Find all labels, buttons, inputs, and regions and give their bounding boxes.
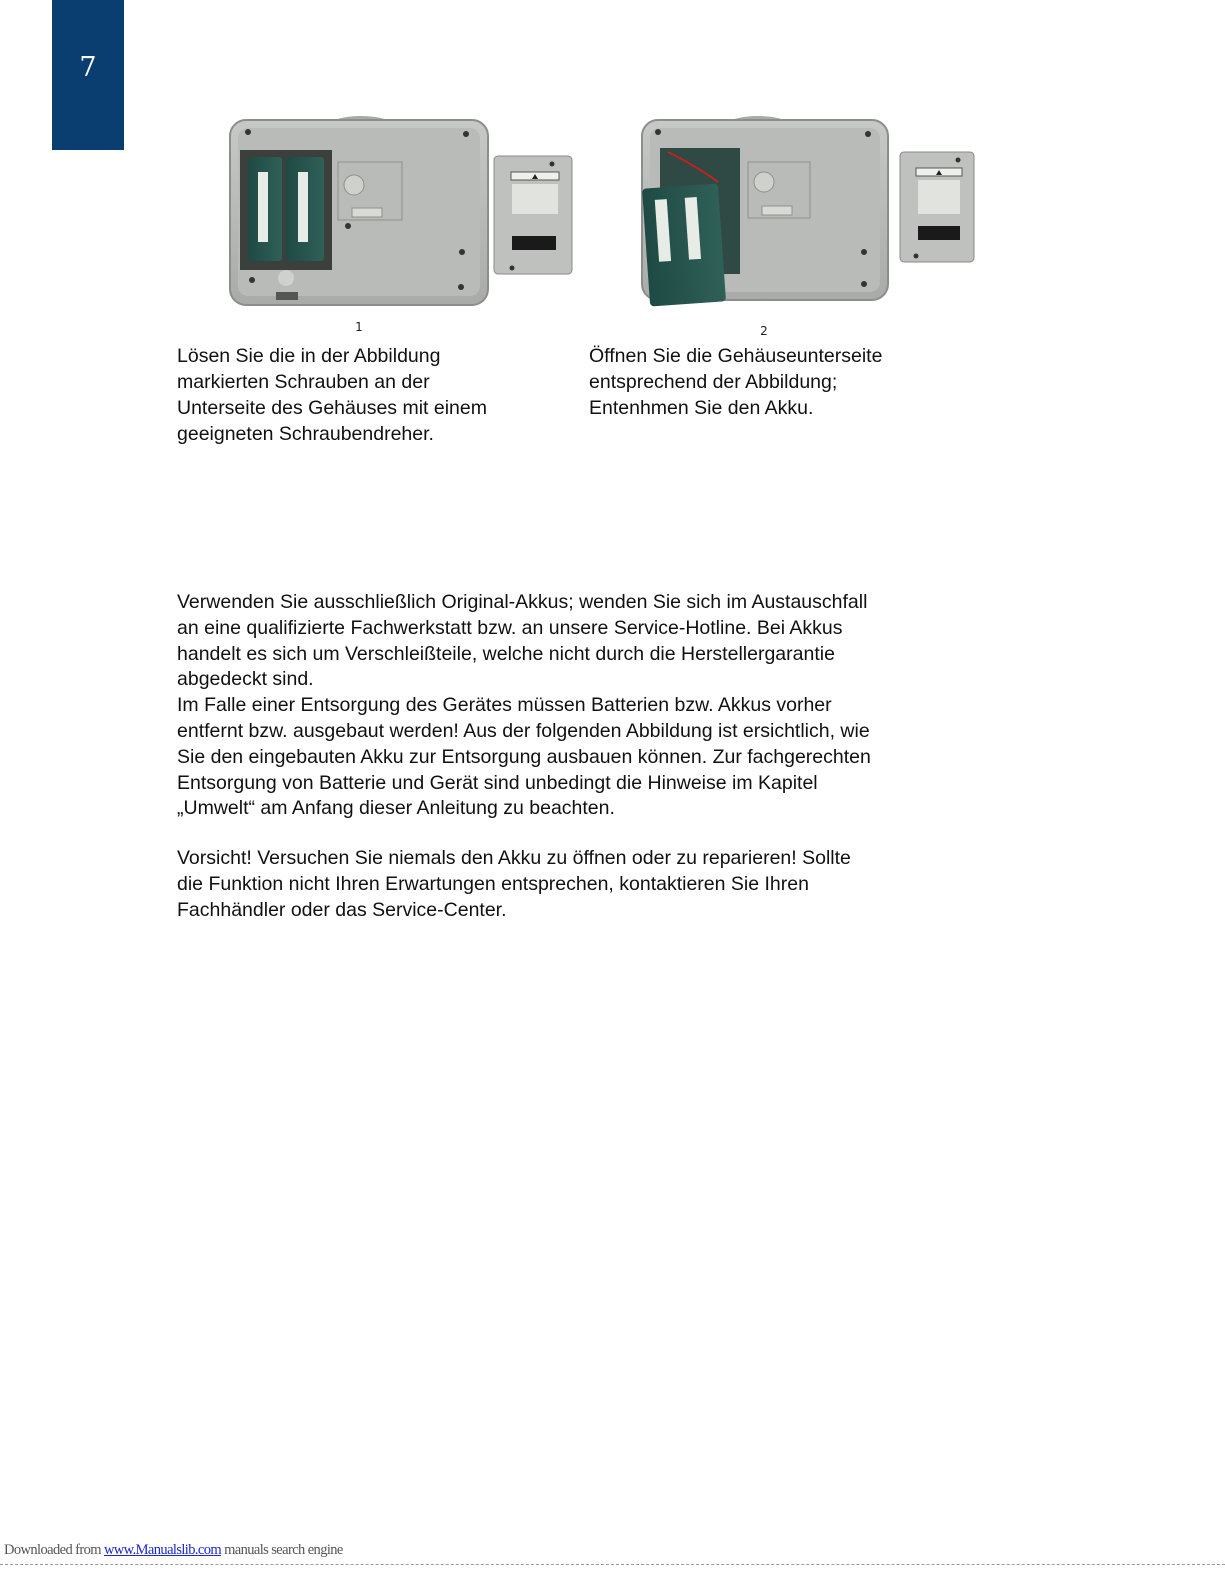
text-line: entfernt bzw. ausgebaut werden! Aus der folgenden Abbildung ist ersichtlich, wie	[177, 719, 870, 742]
text-line: Verwenden Sie ausschließlich Original-Akkus; wenden Sie sich im Austauschfall	[177, 591, 868, 613]
page-number: 7	[79, 52, 97, 83]
caution-paragraph	[177, 846, 997, 923]
photo-device-underside-2	[628, 112, 980, 312]
text-line: abgedeckt sind.	[177, 668, 314, 691]
footer-text	[4, 1542, 343, 1559]
text-line: Vorsicht! Versuchen Sie niemals den Akku zu öffnen oder zu reparieren! Sollte	[177, 847, 851, 869]
text-line: „Umwelt“ am Anfang dieser Anleitung zu beachten.	[177, 797, 615, 820]
device-photo-2	[628, 112, 980, 312]
text-line: die Funktion nicht Ihren Erwartungen entsprechen, kontaktieren Sie Ihren	[177, 872, 809, 895]
footer-divider	[0, 1564, 1225, 1565]
figure-2-caption: Öffnen Sie die Gehäuseunterseite entsprechend der Abbildung; Entenhmen Sie den Akku.	[589, 345, 883, 419]
figure-number-2: 2	[760, 324, 768, 338]
device-photo-1	[226, 112, 582, 312]
footer-suffix: manuals search engine	[221, 1542, 343, 1558]
text-line: handelt es sich um Verschleißteile, welche nicht durch die Herstellergarantie	[177, 642, 835, 665]
figure-1-caption: Lösen Sie die in der Abbildung markierten Schrauben an der Unterseite des Gehäuses mit einem geeigneten Schraubendreher.	[177, 345, 487, 445]
text-line: Im Falle einer Entsorgung des Gerätes müssen Batterien bzw. Akkus vorher	[177, 694, 832, 717]
text-line: an eine qualifizierte Fachwerkstatt bzw. an unsere Service-Hotline. Bei Akkus	[177, 616, 843, 639]
footer-prefix: Downloaded from	[4, 1542, 104, 1558]
photo-device-underside-1	[226, 112, 582, 312]
page-number-tab	[52, 0, 124, 150]
download-footer	[0, 1541, 1225, 1585]
battery-disposal-paragraph	[177, 590, 997, 822]
text-line: Entsorgung von Batterie und Gerät sind unbedingt die Hinweise im Kapitel	[177, 771, 818, 794]
figure-number-1: 1	[355, 320, 363, 334]
text-line: Sie den eingebauten Akku zur Entsorgung ausbauen können. Zur fachgerechten	[177, 745, 871, 768]
text-line: Fachhändler oder das Service-Center.	[177, 898, 507, 921]
manualslib-link[interactable]: www.Manualslib.com	[103, 1542, 222, 1558]
